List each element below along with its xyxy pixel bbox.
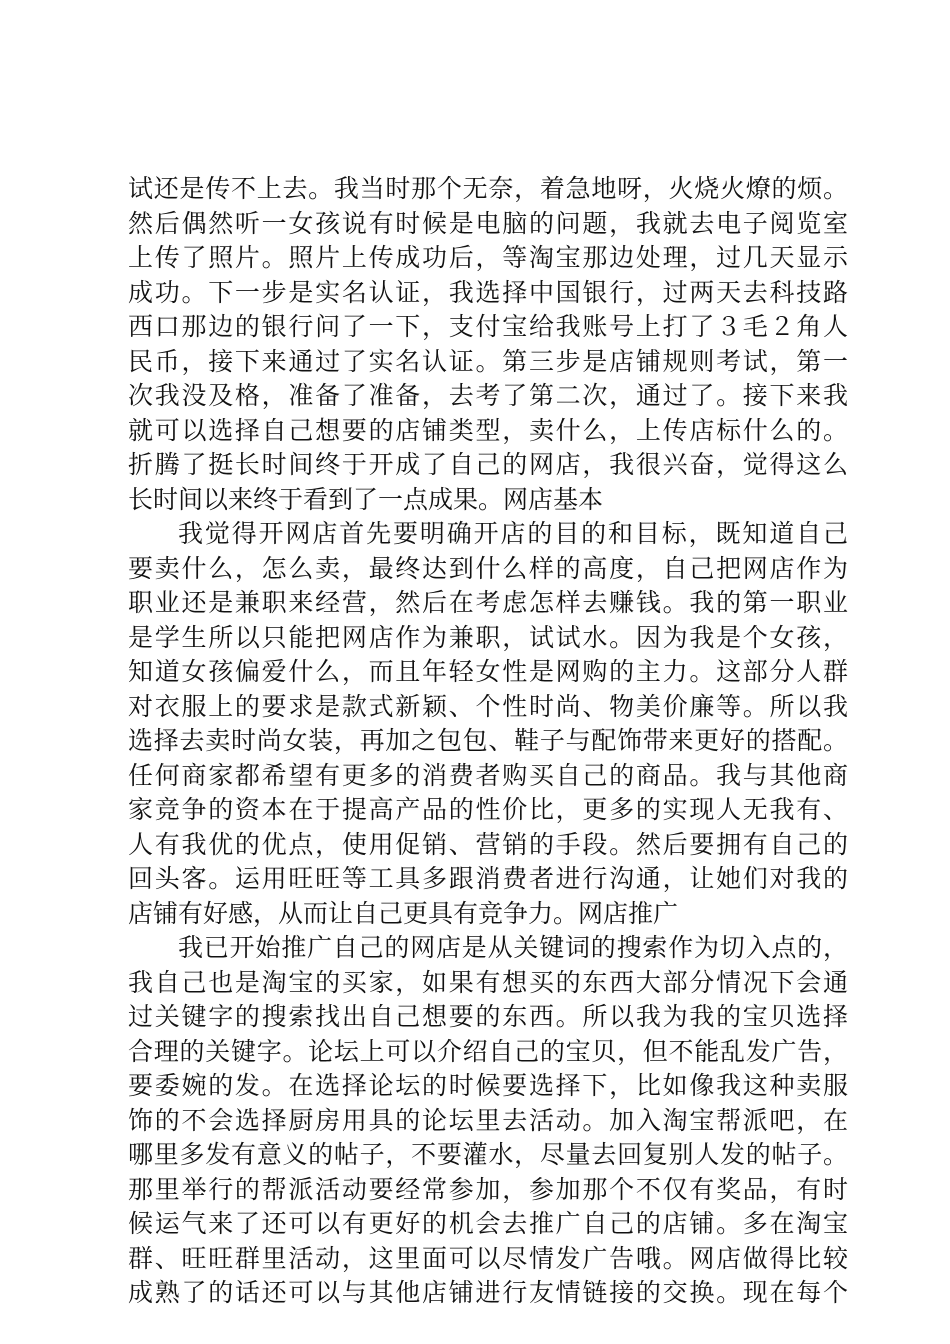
- text-line: 选择去卖时尚女装，再加之包包、鞋子与配饰带来更好的搭配。: [128, 726, 848, 755]
- text-line: 对衣服上的要求是款式新颖、个性时尚、物美价廉等。所以我: [128, 691, 848, 721]
- text-line: 任何商家都希望有更多的消费者购买自己的商品。我与其他商: [128, 760, 848, 790]
- text-line: 要委婉的发。在选择论坛的时候要选择下，比如像我这种卖服: [128, 1071, 848, 1100]
- text-line: 候运气来了还可以有更好的机会去推广自己的店铺。多在淘宝: [128, 1209, 848, 1238]
- text-line: 试还是传不上去。我当时那个无奈，着急地呀，火烧火燎的烦。: [128, 174, 848, 203]
- text-line: 家竞争的资本在于提高产品的性价比，更多的实现人无我有、: [128, 795, 848, 824]
- text-line: 人有我优的优点，使用促销、营销的手段。然后要拥有自己的: [128, 829, 848, 859]
- text-line: 哪里多发有意义的帖子，不要灌水，尽量去回复别人发的帖子。: [128, 1140, 848, 1169]
- text-line: 知道女孩偏爱什么，而且年轻女性是网购的主力。这部分人群: [128, 657, 848, 686]
- text-line: 店铺有好感，从而让自己更具有竞争力。网店推广: [128, 898, 679, 928]
- text-line: 上传了照片。照片上传成功后，等淘宝那边处理，过几天显示: [128, 243, 848, 272]
- text-line: 成熟了的话还可以与其他店铺进行友情链接的交换。现在每个: [128, 1278, 848, 1307]
- text-line: 过关键字的搜索找出自己想要的东西。所以我为我的宝贝选择: [128, 1002, 848, 1031]
- text-line: 就可以选择自己想要的店铺类型，卖什么，上传店标什么的。: [128, 415, 848, 445]
- text-line: 长时间以来终于看到了一点成果。网店基本: [128, 484, 604, 514]
- text-line: 合理的关键字。论坛上可以介绍自己的宝贝，但不能乱发广告，: [128, 1036, 848, 1066]
- text-line: 我已开始推广自己的网店是从关键词的搜索作为切入点的，: [178, 933, 848, 962]
- text-line: 我自己也是淘宝的买家，如果有想买的东西大部分情况下会通: [128, 967, 848, 997]
- text-line: 是学生所以只能把网店作为兼职，试试水。因为我是个女孩，: [128, 622, 848, 652]
- text-line: 饰的不会选择厨房用具的论坛里去活动。加入淘宝帮派吧，在: [128, 1105, 848, 1135]
- text-line: 西口那边的银行问了一下，支付宝给我账号上打了３毛２角人: [128, 312, 848, 341]
- text-line: 群、旺旺群里活动，这里面可以尽情发广告哦。网店做得比较: [128, 1243, 848, 1273]
- text-line: 折腾了挺长时间终于开成了自己的网店，我很兴奋，觉得这么: [128, 450, 848, 479]
- document-body-text: [128, 172, 848, 1311]
- text-line: 我觉得开网店首先要明确开店的目的和目标，既知道自己: [178, 519, 848, 548]
- text-line: 民币，接下来通过了实名认证。第三步是店铺规则考试，第一: [128, 346, 848, 376]
- text-line: 然后偶然听一女孩说有时候是电脑的问题，我就去电子阅览室: [128, 208, 848, 238]
- text-line: 那里举行的帮派活动要经常参加，参加那个不仅有奖品，有时: [128, 1174, 848, 1204]
- text-line: 次我没及格，准备了准备，去考了第二次，通过了。接下来我: [128, 381, 848, 410]
- text-line: 成功。下一步是实名认证，我选择中国银行，过两天去科技路: [128, 277, 848, 307]
- text-line: 回头客。运用旺旺等工具多跟消费者进行沟通，让她们对我的: [128, 864, 848, 893]
- text-line: 职业还是兼职来经营，然后在考虑怎样去赚钱。我的第一职业: [128, 588, 848, 617]
- text-line: 要卖什么，怎么卖，最终达到什么样的高度，自己把网店作为: [128, 553, 848, 583]
